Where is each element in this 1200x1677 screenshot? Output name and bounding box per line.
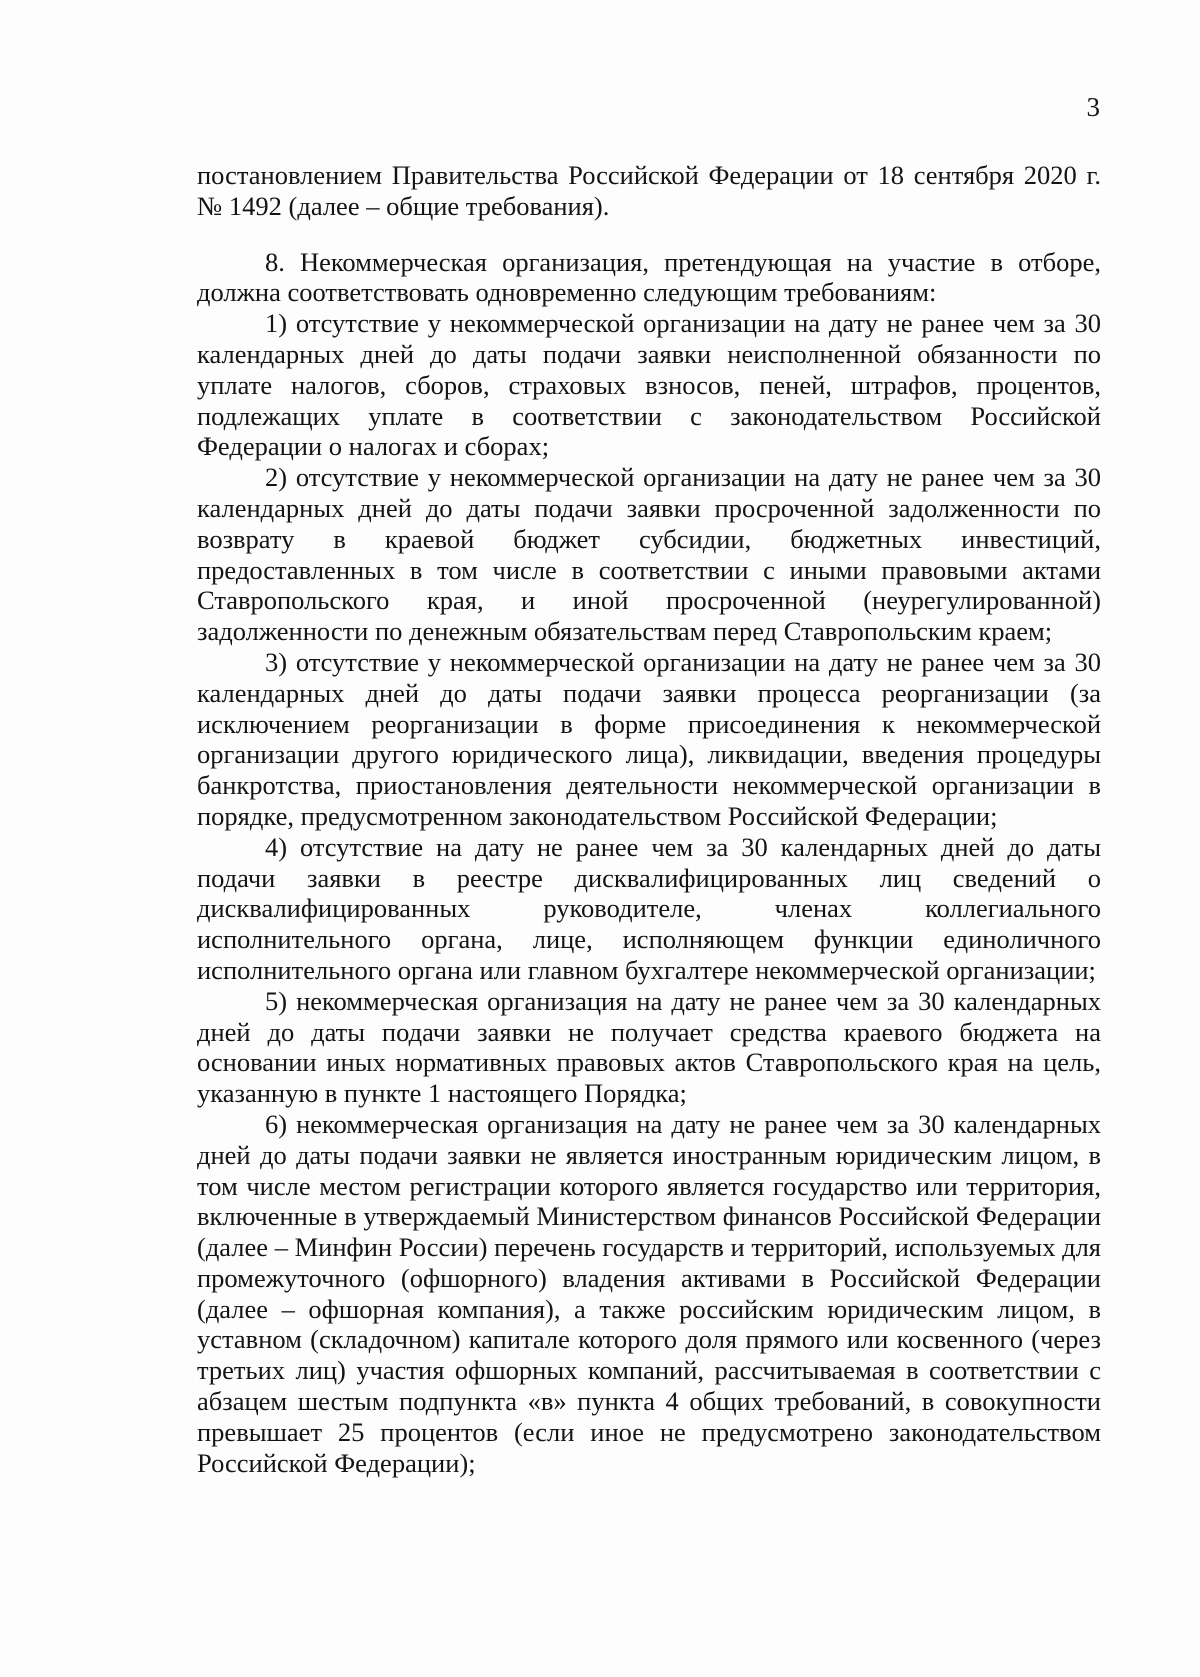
paragraph-requirement-5: 5) некоммерческая организация на дату не ранее чем за 30 календарных дней до даты подачи заявки не получает средства краевого бюджета на основании иных нормативных правовых актов Ставропольского края на цель, указанную в пункте 1 настоящего Порядка;: [197, 985, 1101, 1109]
paragraph-requirement-1: 1) отсутствие у некоммерческой организации на дату не ранее чем за 30 календарных дней до даты подачи заявки неисполненной обязанности по уплате налогов, сборов, страховых взносов, пеней, штрафов, процентов, подлежащих уплате в соответствии с законодательством Российской Федерации о налогах и сборах;: [197, 308, 1101, 462]
paragraph-requirement-6: 6) некоммерческая организация на дату не ранее чем за 30 календарных дней до даты подачи заявки не является иностранным юридическим лицом, в том числе местом регистрации которого является государство или территория, включенные в утверждаемый Министерством финансов Российской Федерации (далее – Минфин России) перечень государств и территорий, используемых для промежуточного (офшорного) владения активами в Российской Федерации (далее – офшорная компания), а также российским юридическим лицом, в уставном (складочном) капитале которого доля прямого или косвенного (через третьих лиц) участия офшорных компаний, рассчитываемая в соответствии с абзацем шестым подпункта «в» пункта 4 общих требований, в совокупности превышает 25 процентов (если иное не предусмотрено законодательством Российской Федерации);: [197, 1108, 1101, 1478]
document-body: [197, 160, 1101, 1478]
paragraph-requirement-2: 2) отсутствие у некоммерческой организации на дату не ранее чем за 30 календарных дней до даты подачи заявки просроченной задолженности по возврату в краевой бюджет субсидии, бюджетных инвестиций, предоставленных в том числе в соответствии с иными правовыми актами Ставропольского края, и иной просроченной (неурегулированной) задолженности по денежным обязательствам перед Ставропольским краем;: [197, 462, 1101, 647]
paragraph-intro-continuation: постановлением Правительства Российской Федерации от 18 сентября 2020 г. № 1492 (далее – общие требования).: [197, 160, 1101, 221]
paragraph-requirement-4: 4) отсутствие на дату не ранее чем за 30 календарных дней до даты подачи заявки в реестре дисквалифицированных лиц сведений о дисквалифицированных руководителе, членах коллегиального исполнительного органа, лице, исполняющем функции единоличного исполнительного органа или главном бухгалтере некоммерческой организации;: [197, 831, 1101, 985]
paragraph-item-8: 8. Некоммерческая организация, претендующая на участие в отборе, должна соответствовать одновременно следующим требованиям:: [197, 246, 1101, 308]
page-number: 3: [1086, 92, 1100, 122]
paragraph-requirement-3: 3) отсутствие у некоммерческой организации на дату не ранее чем за 30 календарных дней до даты подачи заявки процесса реорганизации (за исключением реорганизации в форме присоединения к некоммерческой организации другого юридического лица), ликвидации, введения процедуры банкротства, приостановления деятельности некоммерческой организации в порядке, предусмотренном законодательством Российской Федерации;: [197, 646, 1101, 831]
